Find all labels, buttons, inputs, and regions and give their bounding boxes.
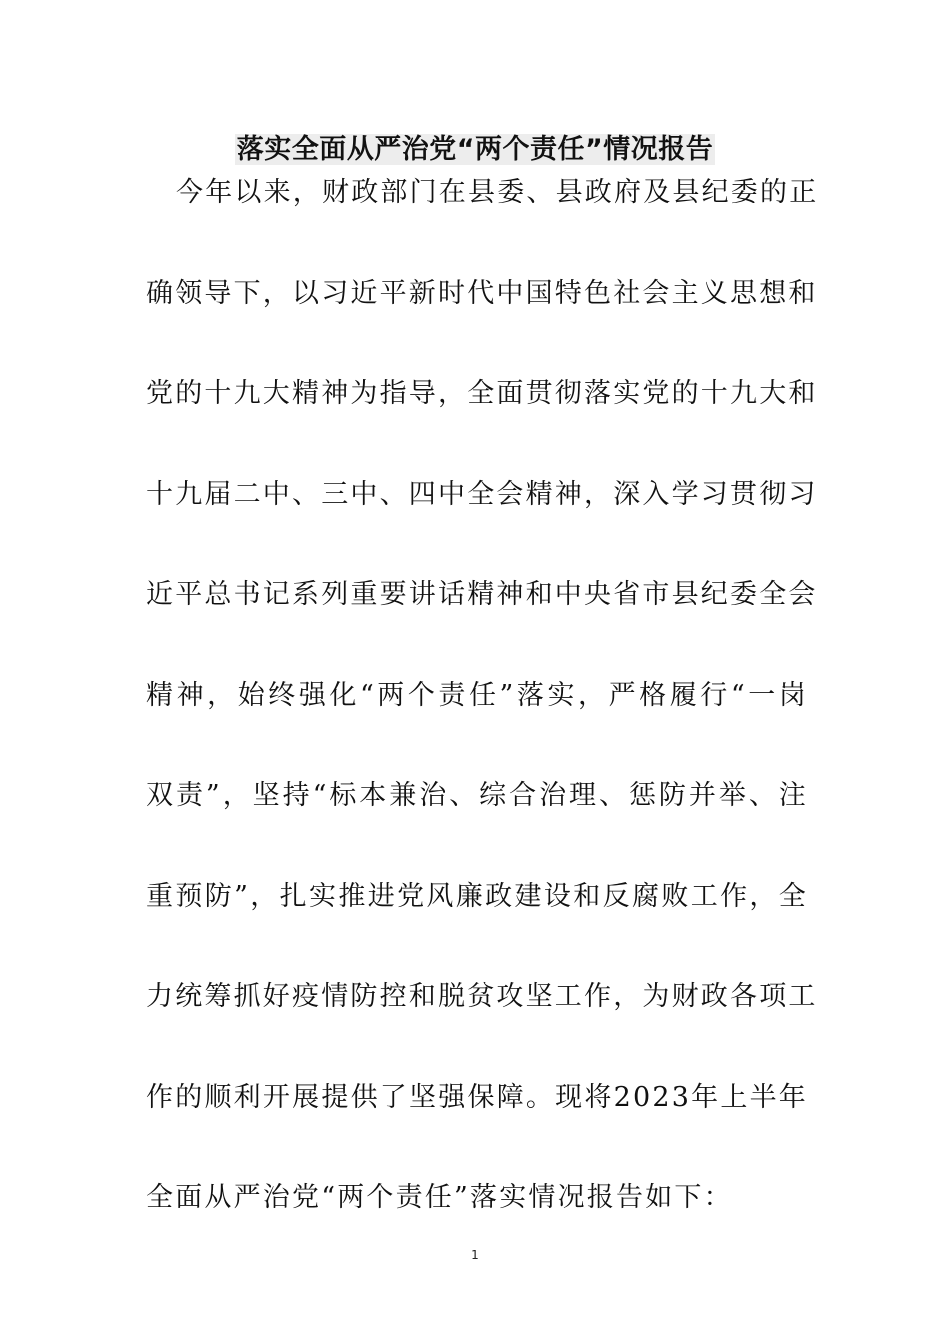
body-line: 作的顺利开展提供了坚强保障。现将2023年上半年 <box>146 1081 808 1113</box>
body-line: 党的十九大精神为指导，全面贯彻落实党的十九大和 <box>146 378 818 409</box>
document-title <box>0 130 950 170</box>
body-line: 今年以来，财政部门在县委、县政府及县纪委的正 <box>176 177 819 208</box>
body-line: 确领导下，以习近平新时代中国特色社会主义思想和 <box>146 277 818 309</box>
body-line: 近平总书记系列重要讲话精神和中央省市县纪委全会 <box>146 579 818 610</box>
body-line: 重预防”，扎实推进党风廉政建设和反腐败工作，全 <box>146 880 808 912</box>
body-line: 双责”，坚持“标本兼治、综合治理、惩防并举、注 <box>146 780 808 811</box>
document-body <box>146 168 819 1274</box>
document-title-text: 落实全面从严治党“两个责任”情况报告 <box>236 134 714 165</box>
page-number: 1 <box>471 1248 479 1262</box>
body-line: 全面从严治党“两个责任”落实情况报告如下： <box>146 1182 733 1213</box>
body-line: 十九届二中、三中、四中全会精神，深入学习贯彻习 <box>146 478 818 510</box>
body-line: 精神，始终强化“两个责任”落实，严格履行“一岗 <box>146 679 808 711</box>
body-line: 力统筹抓好疫情防控和脱贫攻坚工作，为财政各项工 <box>146 981 818 1012</box>
